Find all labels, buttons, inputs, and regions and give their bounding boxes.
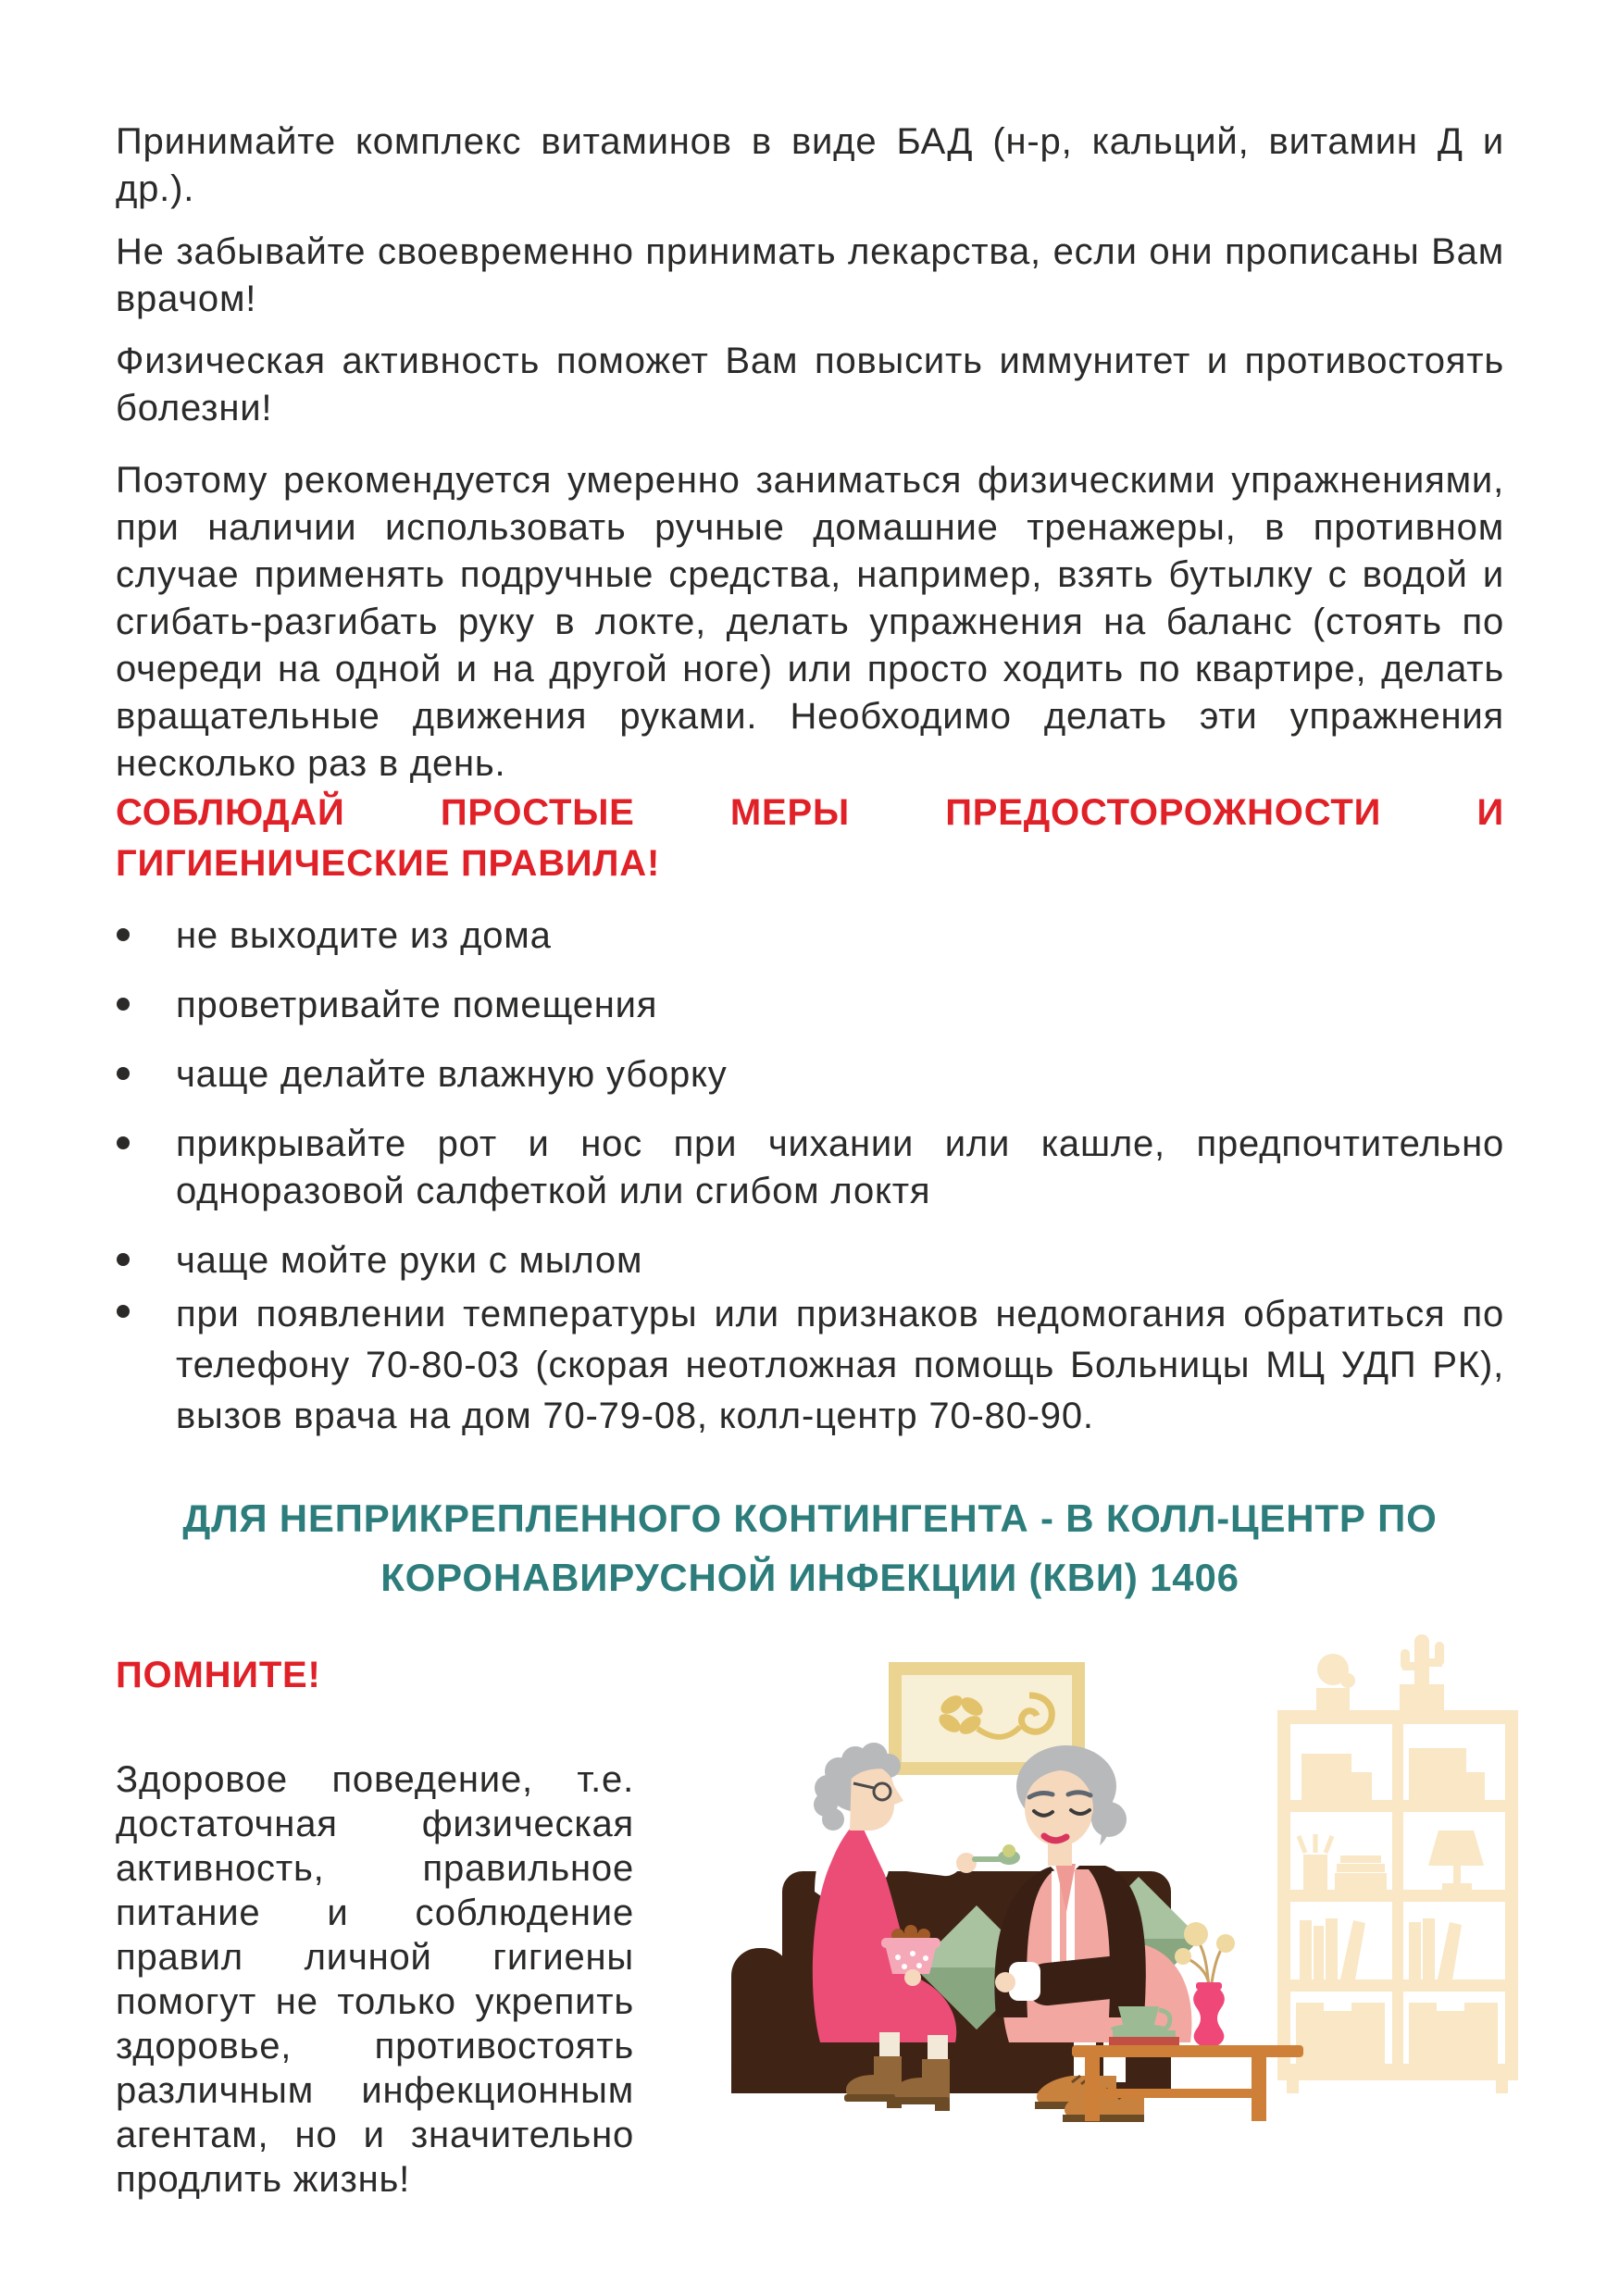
intro-paragraph-exercises: Поэтому рекомендуется умеренно заниматься физическими упражнениями, при наличии использовать ручные домашние тренажеры, в противном случае применять подручные средства, например, взять бутылку с водой и сгибать-разгибать руку в локте, делать упражнения на баланс (стоять по очереди на одной и на другой ноге) или просто ходить по квартире, делать вращательные движения руками. Необходимо делать эти упражнения несколько раз в день. [116, 460, 1504, 784]
list-item-text: прикрывайте рот и нос при чихании или кашле, предпочтительно одноразовой салфеткой или сгибом локтя [176, 1123, 1504, 1211]
bookshelf [1277, 1634, 1518, 2093]
bullet-dot-icon [117, 928, 130, 941]
list-item [116, 982, 1504, 1029]
callcenter-heading: ДЛЯ НЕПРИКРЕПЛЕННОГО КОНТИНГЕНТА - В КОЛЛ-ЦЕНТР ПО КОРОНАВИРУСНОЙ ИНФЕКЦИИ (КВИ) 1406 [182, 1496, 1438, 1599]
intro-paragraph-medicines: Не забывайте своевременно принимать лекарства, если они прописаны Вам врачом! [116, 231, 1504, 319]
spoon [972, 1844, 1020, 1865]
remember-heading: ПОМНИТЕ! [116, 1655, 321, 1695]
list-item [116, 1051, 1504, 1098]
list-item-text: чаще делайте влажную уборку [176, 1054, 728, 1095]
hair-bun [1091, 1802, 1127, 1837]
bullet-dot-icon [117, 1253, 130, 1266]
head [814, 1743, 903, 1831]
intro-paragraph-activity: Физическая активность поможет Вам повысить иммунитет и противостоять болезни! [116, 341, 1504, 428]
elderly-couch-illustration [704, 1629, 1619, 2296]
list-item [116, 912, 1504, 960]
bullet-dot-icon [117, 998, 130, 1011]
precautions-list [116, 912, 1504, 1442]
bullet-dot-icon [117, 1305, 130, 1318]
bullet-dot-icon [117, 1067, 130, 1080]
remember-paragraph: Здоровое поведение, т.е. достаточная физическая активность, правильное питание и соблюдение правил личной гигиены помогут не только укрепить здоровье, противостоять различным инфекционным агентам, но и значительно продлить жизнь! [116, 1759, 634, 2200]
list-item [116, 1121, 1504, 1215]
list-item-text: проветривайте помещения [176, 985, 658, 1025]
hand [956, 1853, 977, 1873]
cactus-icon [1316, 1634, 1444, 1710]
list-item-text: чаще мойте руки с мылом [176, 1240, 643, 1281]
intro-paragraph-vitamins: Принимайте комплекс витаминов в виде БАД (н-р, кальций, витамин Д и др.). [116, 121, 1504, 209]
bullet-dot-icon [117, 1136, 130, 1149]
list-item [116, 1289, 1504, 1442]
list-item [116, 1237, 1504, 1285]
list-item-text: при появлении температуры или признаков недомогания обратиться по телефону 70-80-03 (скорая неотложная помощь Больницы МЦ УДП РК), вызов врача на дом 70-79-08, колл-центр 70-80-90. [176, 1294, 1504, 1436]
list-item-text: не выходите из дома [176, 915, 552, 956]
precautions-heading: СОБЛЮДАЙ ПРОСТЫЕ МЕРЫ ПРЕДОСТОРОЖНОСТИ И ГИГИЕНИЧЕСКИЕ ПРАВИЛА! [116, 792, 1504, 884]
illustration-svg [704, 1629, 1619, 2296]
